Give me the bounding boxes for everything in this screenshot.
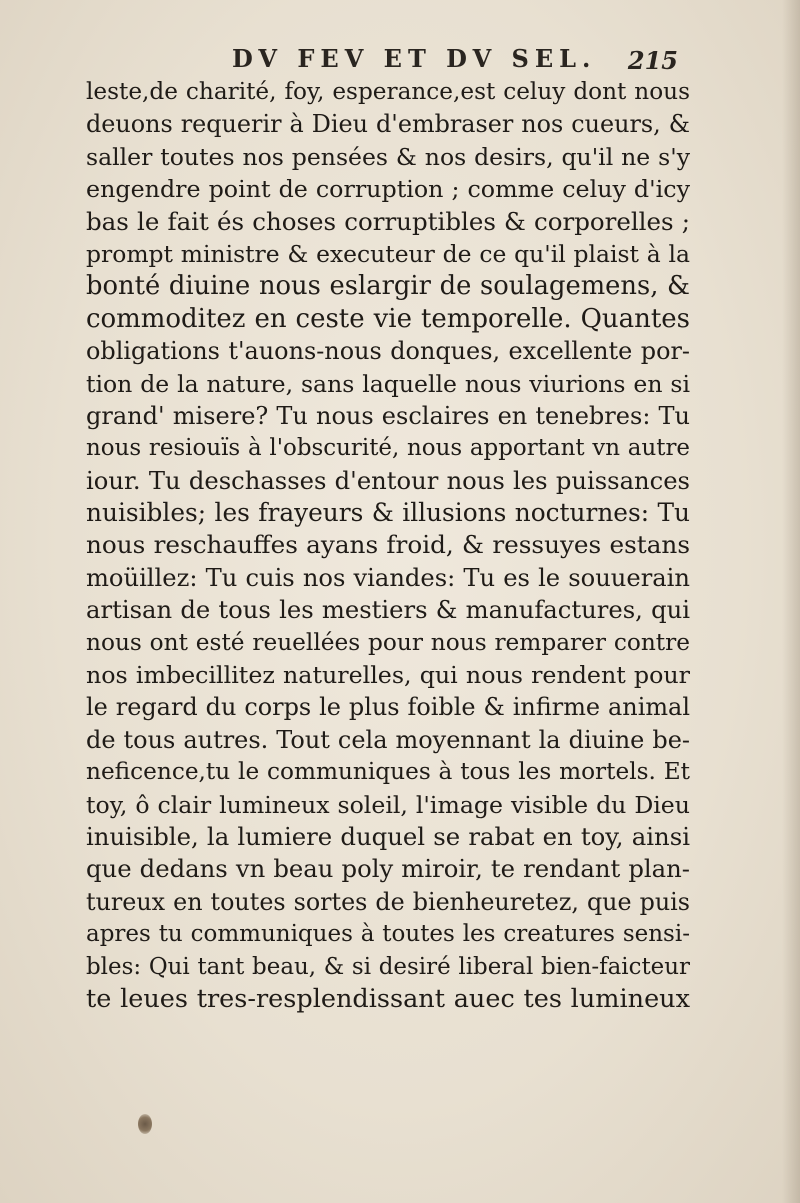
text-line: iour. Tu deschasses d'entour nous les puissances [86, 465, 690, 495]
text-line: nous ont esté reuellées pour nous remparer contre [86, 628, 690, 656]
text-line: le regard du corps le plus foible & infirme animal [86, 693, 690, 722]
text-line: nos imbecillitez naturelles, qui nous rendent pour [86, 661, 690, 690]
running-head [232, 40, 682, 75]
text-line: grand' misere? Tu nous esclaires en tenebres: Tu [86, 401, 690, 430]
text-line: bonté diuine nous eslargir de soulagemens, & [86, 271, 690, 302]
text-line: leste,de charité, foy, esperance,est celuy dont nous [86, 78, 690, 105]
text-line: moüillez: Tu cuis nos viandes: Tu es le souuerain [86, 563, 690, 592]
text-line: bas le fait és choses corruptibles & corporelles ; [86, 206, 690, 236]
running-head-title: DV FEV ET DV SEL. [232, 44, 597, 73]
text-line: te leues tres-resplendissant auec tes lumineux [86, 983, 690, 1014]
text-line: neficence,tu le communiques à tous les mortels. Et [86, 758, 690, 786]
text-line: prompt ministre & executeur de ce qu'il plaist à la [86, 239, 690, 268]
text-line: inuisible, la lumiere duquel se rabat en toy, ainsi [86, 821, 690, 851]
text-line: deuons requerir à Dieu d'embraser nos cueurs, & [86, 110, 690, 139]
ink-spot [138, 1114, 152, 1134]
text-line: tureux en toutes sortes de bienheuretez, que puis [86, 887, 690, 916]
text-line: que dedans vn beau poly miroir, te rendant plan- [86, 854, 690, 884]
text-line: bles: Qui tant beau, & si desiré liberal bien-faicteur [86, 953, 690, 980]
text-line: nous resiouïs à l'obscurité, nous apportant vn autre [86, 435, 690, 462]
text-line: artisan de tous les mestiers & manufactures, qui [86, 595, 690, 625]
text-line: apres tu communiques à toutes les creatures sensi- [86, 921, 690, 948]
page-number: 215 [627, 46, 678, 75]
text-line: tion de la nature, sans laquelle nous viurions en si [86, 369, 690, 398]
text-line: saller toutes nos pensées & nos desirs, qu'il ne s'y [86, 142, 690, 171]
page-edge-shadow [782, 0, 800, 1203]
text-line: obligations t'auons-nous donques, excellente por- [86, 337, 690, 366]
text-line: nous reschauffes ayans froid, & ressuyes estans [86, 530, 690, 560]
body-text [86, 76, 690, 1015]
text-line: engendre point de corruption ; comme celuy d'icy [86, 175, 690, 204]
text-line: toy, ô clair lumineux soleil, l'image visible du Dieu [86, 790, 690, 819]
text-line: de tous autres. Tout cela moyennant la diuine be- [86, 725, 690, 754]
text-line: commoditez en ceste vie temporelle. Quantes [86, 303, 690, 334]
text-line: nuisibles; les frayeurs & illusions nocturnes: Tu [86, 498, 690, 528]
